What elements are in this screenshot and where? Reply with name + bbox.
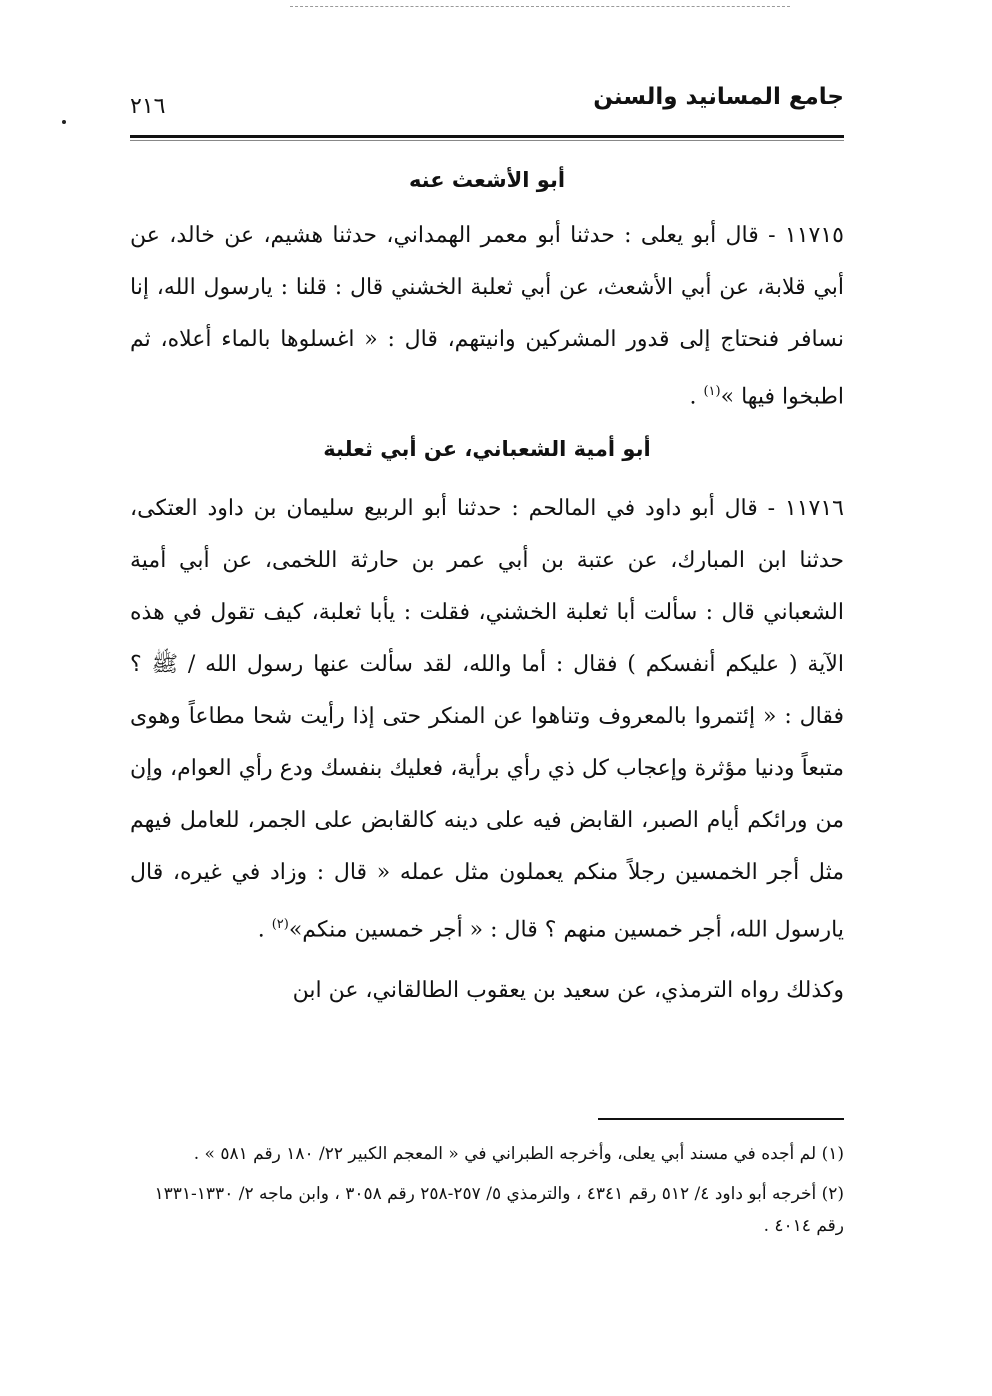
section-heading-abu-al-ashath: أبو الأشعث عنه	[408, 168, 566, 192]
book-title: جامع المسانيد والسنن	[593, 84, 844, 110]
footnote-2: (٢) أخرجه أبو داود ٤/ ٥١٢ رقم ٤٣٤١ ، والترمذي ٥/ ٢٥٧-٢٥٨ رقم ٣٠٥٨ ، وابن ماجه ٢/ ١٣٣٠-١٣٣١ رقم ٤٠١٤ .	[154, 1184, 844, 1236]
hadith-11716	[130, 483, 844, 956]
header-rule	[130, 135, 844, 138]
footnotes	[130, 1138, 844, 1250]
main-text	[130, 160, 844, 1017]
header-rule-thin	[130, 140, 844, 141]
hadith-11715	[130, 210, 844, 423]
section-heading-abu-umayya: أبو أمية الشعباني، عن أبي ثعلبة	[323, 437, 651, 462]
running-header	[130, 84, 844, 124]
footnote-marker-2: (٢)	[271, 917, 289, 933]
hadith-end: .	[257, 917, 272, 943]
hadith-end: .	[689, 384, 704, 410]
footnote-separator	[598, 1118, 844, 1120]
hadith-text: ١١٧١٥ - قال أبو يعلى : حدثنا أبو معمر الهمداني، حدثنا هشيم، عن خالد، عن أبي قلابة، عن أبي الأشعث، عن أبي ثعلبة الخشني قال : قلنا : يارسول الله، إنا نسافر فنحتاج إلى قدور المشركين وانيتهم، قال : « اغسلوها بالماء أعلاه، ثم اطبخوا فيها »	[130, 223, 844, 410]
footnote-marker-1: (١)	[703, 384, 721, 399]
top-edge-dashes	[290, 6, 790, 7]
hadith-text: ١١٧١٦ - قال أبو داود في المالحم : حدثنا أبو الربيع سليمان بن داود العتكى، حدثنا ابن المبارك، عن عتبة بن أبي عمر بن حارثة اللخمى، عن أبي أمية الشعباني قال : سألت أبا ثعلبة الخشني، فقلت : يأبا ثعلبة، كيف تقول في هذه الآية ( عليكم أنفسكم ) فقال : أما والله، لقد سألت عنها رسول الله / ﷺ ؟ فقال : « إئتمروا بالمعروف وتناهوا عن المنكر حتى إذا رأيت شحا مطاعاً وهوى متبعاً ودنيا مؤثرة وإعجاب كل ذي رأي برأية، فعليك بنفسك ودع رأي العوام، وإن من ورائكم أيام الصبر، القابض فيه على دينه كالقابض على الجمر، للعامل فيهم مثل أجر الخمسين رجلاً منكم يعملون مثل عمله « قال : وزاد في غيره، قال يارسول الله، أجر خمسين منهم ؟ قال : « أجر خمسين منكم»	[130, 496, 844, 943]
footnote-1: (١) لم أجده في مسند أبي يعلى، وأخرجه الطبراني في « المعجم الكبير ٢٢/ ١٨٠ رقم ٥٨١ » .	[193, 1144, 844, 1164]
margin-dot	[62, 120, 66, 124]
continuation-paragraph: وكذلك رواه الترمذي، عن سعيد بن يعقوب الطالقاني، عن ابن	[292, 977, 844, 1003]
page-number: ٢١٦	[130, 94, 166, 119]
